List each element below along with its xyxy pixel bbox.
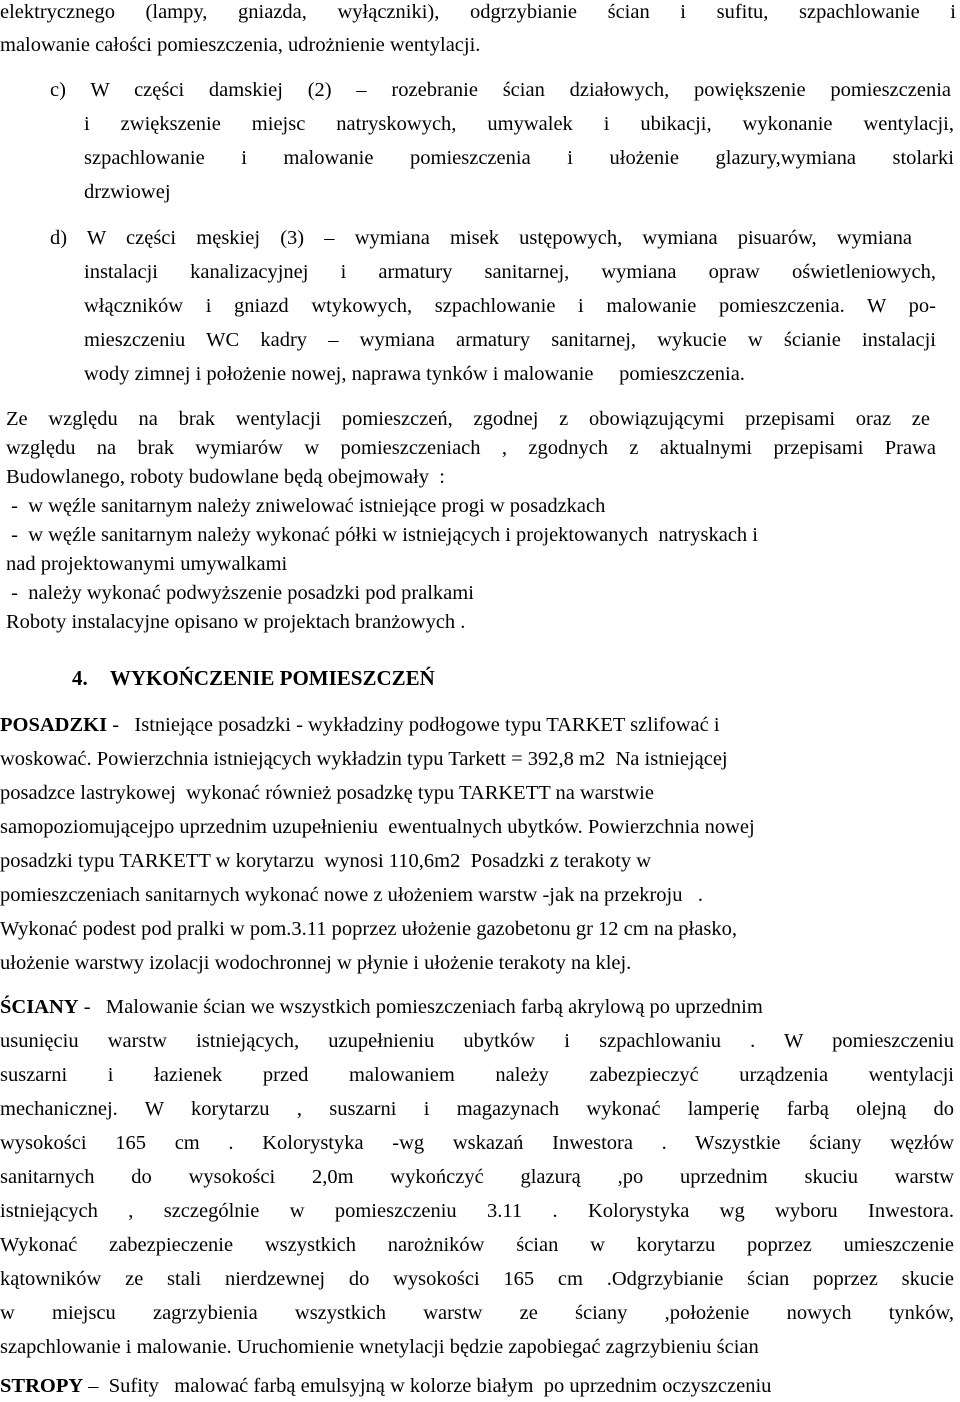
bullet-line: - w węźle sanitarnym należy zniwelować istniejące progi w posadzkach: [6, 495, 606, 517]
body-text-line: szapchlowanie i malowanie. Uruchomienie wnetylacji będzie zapobiegać zagrzybieniu ścian: [0, 1336, 759, 1358]
posadzki-first-line: [0, 713, 720, 737]
body-text-line: ułożenie warstwy izolacji wodochronnej w płynie i ułożenie terakoty na klej.: [0, 952, 632, 974]
body-text-line: samopoziomującejpo uprzednim uzupełnieniu ewentualnych ubytków. Powierzchnia nowej: [0, 816, 755, 838]
posadzki-label: POSADZKI: [0, 714, 108, 736]
body-text-line: elektrycznego (lampy, gniazda, wyłączniki), odgrzybianie ścian i sufitu, szpachlowanie i: [0, 1, 956, 23]
body-text-line: istniejących , szczególnie w pomieszczeniu 3.11 . Kolorystyka wg wyboru Inwestora.: [0, 1200, 954, 1222]
section-title: WYKOŃCZENIE POMIESZCZEŃ: [109, 666, 435, 690]
bullet-line: - w węźle sanitarnym należy wykonać półki w istniejących i projektowanych natryskach i: [6, 524, 758, 546]
body-text-line: wysokości 165 cm . Kolorystyka -wg wskazań Inwestora . Wszystkie ściany węzłów: [0, 1132, 954, 1154]
bullet-line: - należy wykonać podwyższenie posadzki pod pralkami: [6, 582, 474, 604]
list-item-c-line: szpachlowanie i malowanie pomieszczenia i ułożenie glazury,wymiana stolarki: [84, 147, 954, 169]
stropy-text: – Sufity malować farbą emulsyjną w kolorze białym po uprzednim oczyszczeniu: [83, 1375, 772, 1397]
list-item-d-line: d) W części męskiej (3) – wymiana misek ustępowych, wymiana pisuarów, wymiana: [50, 227, 912, 249]
stropy-line: [0, 1374, 771, 1398]
body-text-line: usunięciu warstw istniejących, uzupełnieniu ubytków i szpachlowaniu . W pomieszczeniu: [0, 1030, 954, 1052]
section-heading: [72, 666, 435, 691]
stropy-label: STROPY: [0, 1375, 84, 1397]
sciany-first-line: [0, 995, 763, 1019]
list-item-c-line: i zwiększenie miejsc natryskowych, umywalek i ubikacji, wykonanie wentylacji,: [84, 113, 954, 135]
body-text-line: względu na brak wymiarów w pomieszczeniach , zgodnych z aktualnymi przepisami Prawa: [6, 437, 936, 459]
bullet-continuation: nad projektowanymi umywalkami: [6, 553, 288, 575]
posadzki-text: - Istniejące posadzki - wykładziny podłogowe typu TARKET szlifować i: [107, 714, 720, 736]
body-text-line: Budowlanego, roboty budowlane będą obejmowały :: [6, 466, 445, 488]
list-item-d-line: instalacji kanalizacyjnej i armatury sanitarnej, wymiana opraw oświetleniowych,: [84, 261, 936, 283]
body-text-line: mechanicznej. W korytarzu , suszarni i magazynach wykonać lamperię farbą olejną do: [0, 1098, 954, 1120]
list-item-d-line: mieszczeniu WC kadry – wymiana armatury sanitarnej, wykucie w ścianie instalacji: [84, 329, 936, 351]
body-text-line: woskować. Powierzchnia istniejących wykładzin typu Tarkett = 392,8 m2 Na istniejącej: [0, 748, 728, 770]
body-text-line: w miejscu zagrzybienia wszystkich warstw ze ściany ,położenie nowych tynków,: [0, 1302, 954, 1324]
sciany-text: - Malowanie ścian we wszystkich pomieszczeniach farbą akrylową po uprzednim: [78, 996, 763, 1018]
body-text-line: posadzki typu TARKETT w korytarzu wynosi 110,6m2 Posadzki z terakoty w: [0, 850, 652, 872]
body-text-line: malowanie całości pomieszczenia, udrożnienie wentylacji.: [0, 34, 481, 56]
body-text-line: suszarni i łazienek przed malowaniem należy zabezpieczyć urządzenia wentylacji: [0, 1064, 954, 1086]
list-item-c-line: drzwiowej: [84, 181, 171, 203]
body-text-line: posadzce lastrykowej wykonać również posadzkę typu TARKETT na warstwie: [0, 782, 654, 804]
section-number: 4.: [72, 666, 88, 690]
list-item-c-line: c) W części damskiej (2) – rozebranie ścian działowych, powiększenie pomieszczenia: [50, 79, 951, 101]
body-text-line: kątowników ze stali nierdzewnej do wysokości 165 cm .Odgrzybianie ścian poprzez skucie: [0, 1268, 954, 1290]
list-item-d-line: włączników i gniazd wtykowych, szpachlowanie i malowanie pomieszczenia. W po-: [84, 295, 936, 317]
body-text-line: Wykonać podest pod pralki w pom.3.11 poprzez ułożenie gazobetonu gr 12 cm na płasko,: [0, 918, 737, 940]
body-text-line: pomieszczeniach sanitarnych wykonać nowe z ułożeniem warstw -jak na przekroju .: [0, 884, 703, 906]
body-text-line: Roboty instalacyjne opisano w projektach branżowych .: [6, 611, 466, 633]
body-text-line: Wykonać zabezpieczenie wszystkich narożników ścian w korytarzu poprzez umieszczenie: [0, 1234, 954, 1256]
sciany-label: ŚCIANY: [0, 996, 79, 1018]
list-item-d-line: wody zimnej i położenie nowej, naprawa tynków i malowanie pomieszczenia.: [84, 363, 745, 385]
body-text-line: Ze względu na brak wentylacji pomieszczeń, zgodnej z obowiązującymi przepisami oraz ze: [6, 408, 930, 430]
body-text-line: sanitarnych do wysokości 2,0m wykończyć glazurą ,po uprzednim skuciu warstw: [0, 1166, 954, 1188]
